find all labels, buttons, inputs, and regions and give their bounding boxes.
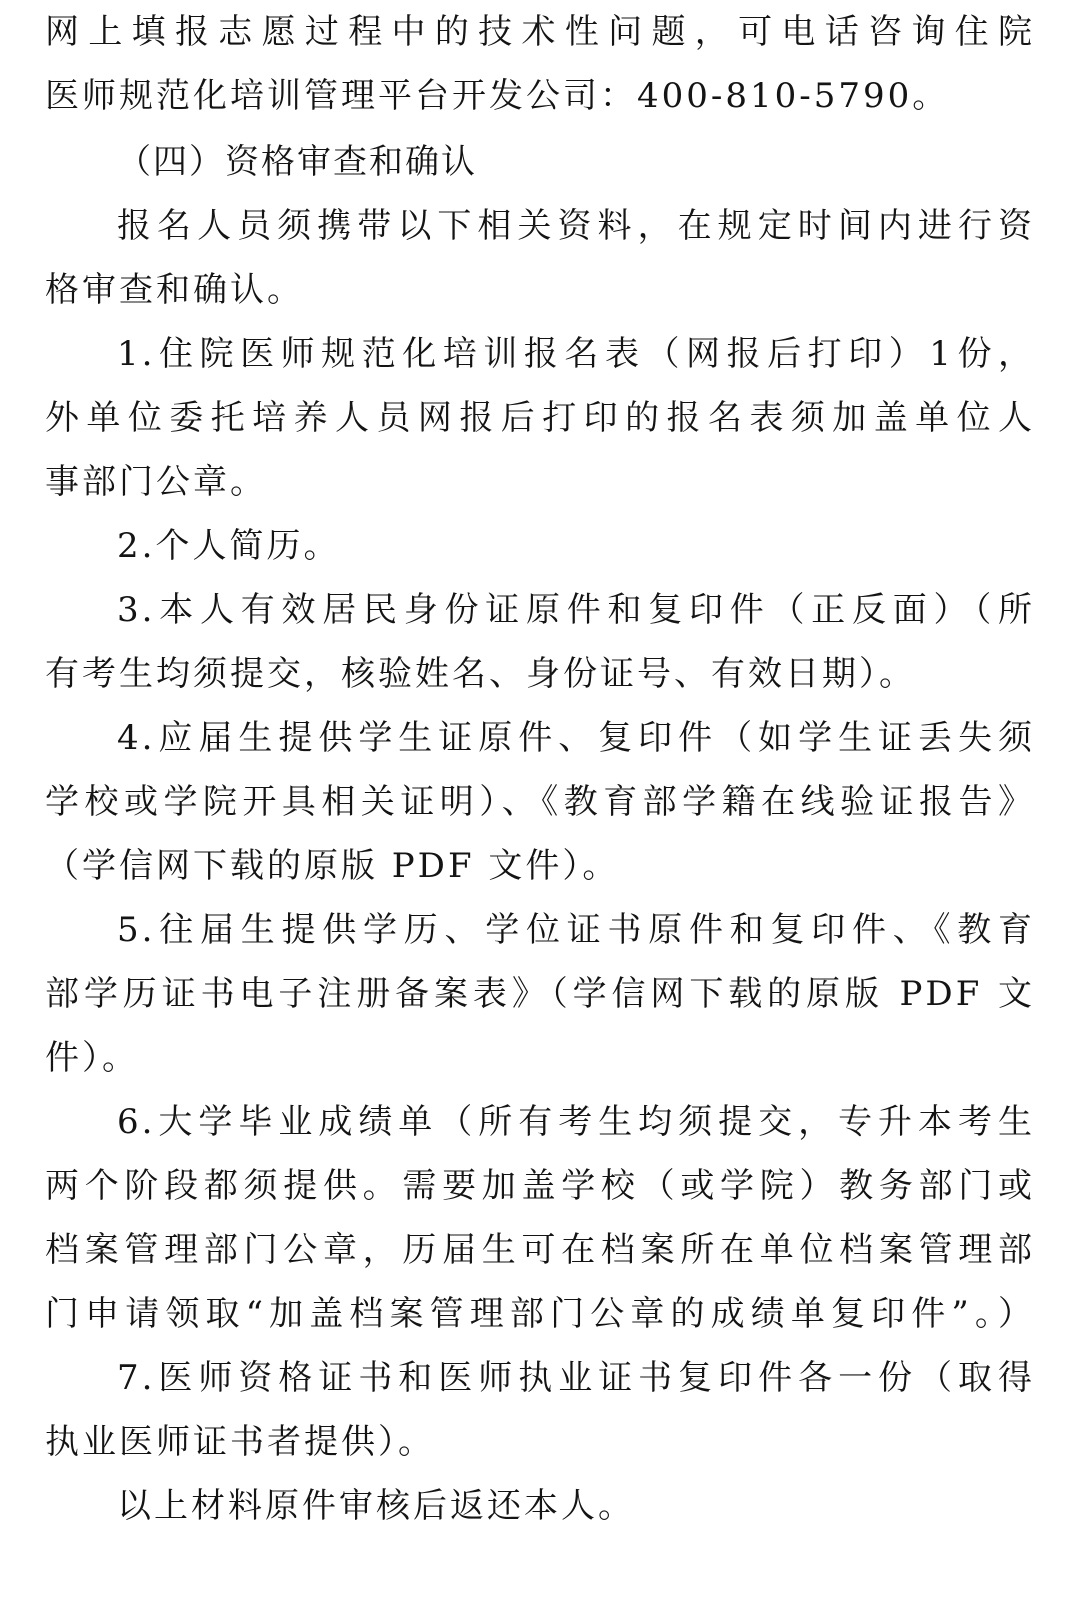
item-6-line-4: 门申请领取“加盖档案管理部门公章的成绩单复印件”。） [45, 1294, 1035, 1334]
item-1-line-1: 1.住院医师规范化培训报名表（网报后打印）1份， [117, 334, 1035, 374]
item-7-line-2: 执业医师证书者提供）。 [45, 1422, 435, 1462]
item-1-line-2: 外单位委托培养人员网报后打印的报名表须加盖单位人 [45, 398, 1035, 438]
item-2-line-1: 2.个人简历。 [117, 526, 341, 566]
item-4-line-2: 学校或学院开具相关证明）、《教育部学籍在线验证报告》 [45, 782, 1035, 822]
item-5-line-3: 件）。 [45, 1038, 139, 1078]
item-3-line-1: 3.本人有效居民身份证原件和复印件（正反面）（所 [117, 590, 1035, 630]
text-line-1: 网上填报志愿过程中的技术性问题，可电话咨询住院 [45, 12, 1035, 52]
text-line-4: 报名人员须携带以下相关资料，在规定时间内进行资 [117, 206, 1035, 246]
item-4-line-1: 4.应届生提供学生证原件、复印件（如学生证丢失须 [117, 718, 1035, 758]
item-1-line-3: 事部门公章。 [45, 462, 267, 502]
section-heading-4: （四）资格审查和确认 [117, 142, 477, 182]
item-3-line-2: 有考生均须提交，核验姓名、身份证号、有效日期）。 [45, 654, 916, 694]
text-line-2: 医师规范化培训管理平台开发公司：400-810-5790。 [45, 76, 950, 116]
item-4-line-3: （学信网下载的原版 PDF 文件）。 [45, 846, 620, 886]
item-6-line-2: 两个阶段都须提供。需要加盖学校（或学院）教务部门或 [45, 1166, 1035, 1206]
item-5-line-1: 5.往届生提供学历、学位证书原件和复印件、《教育 [117, 910, 1035, 950]
closing-note: 以上材料原件审核后返还本人。 [117, 1486, 635, 1526]
item-7-line-1: 7.医师资格证书和医师执业证书复印件各一份（取得 [117, 1358, 1035, 1398]
item-6-line-3: 档案管理部门公章，历届生可在档案所在单位档案管理部 [45, 1230, 1035, 1270]
text-line-5: 格审查和确认。 [45, 270, 304, 310]
item-5-line-2: 部学历证书电子注册备案表》（学信网下载的原版 PDF 文 [45, 974, 1035, 1014]
item-6-line-1: 6.大学毕业成绩单（所有考生均须提交，专升本考生 [117, 1102, 1035, 1142]
